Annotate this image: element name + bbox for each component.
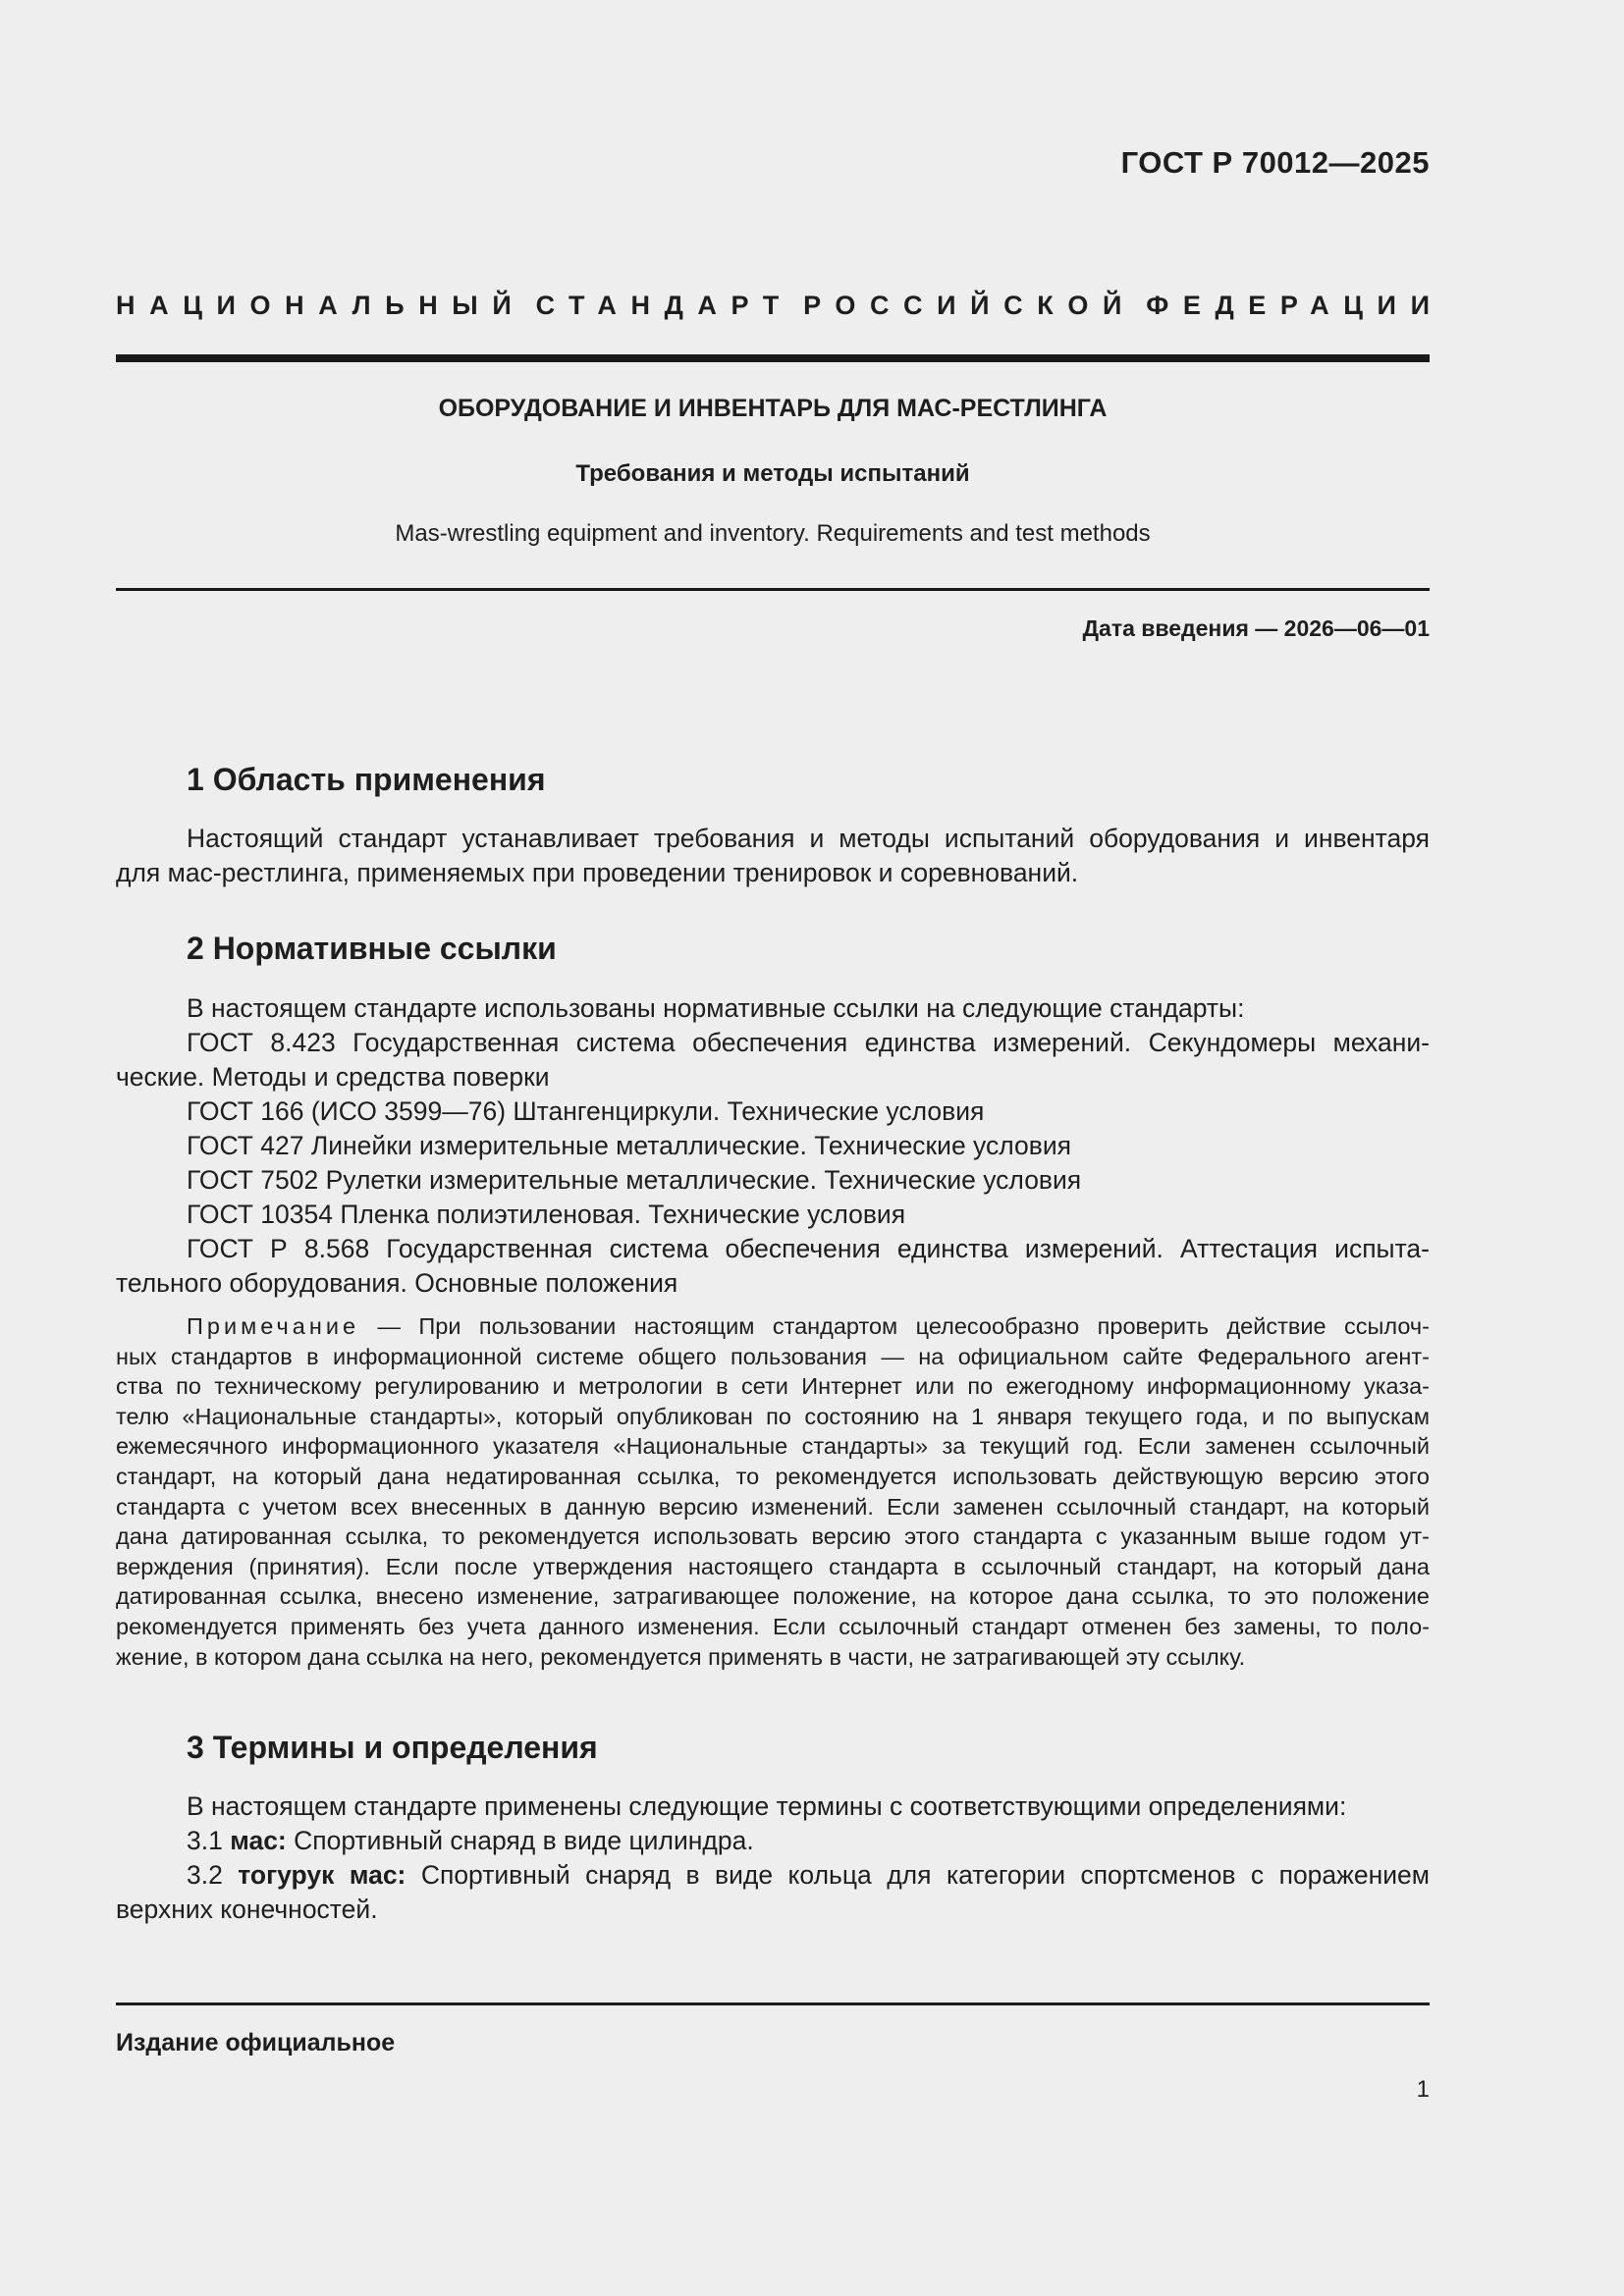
- term-definition: Спортивный снаряд в виде цилиндра.: [286, 1826, 754, 1855]
- note-line: датированная ссылка, внесено изменение, затрагивающее положение, на которое дана ссылка, то это положение: [116, 1583, 1430, 1610]
- reference-line: ГОСТ Р 8.568 Государственная система обеспечения единства измерений. Аттестация испыта-: [187, 1234, 1430, 1263]
- english-title: Mas-wrestling equipment and inventory. Requirements and test methods: [395, 520, 1151, 547]
- note-line: стандарт, на который дана недатированная ссылка, то рекомендуется использовать действующую версию этого: [116, 1463, 1430, 1489]
- document-code: ГОСТ Р 70012—2025: [1120, 145, 1430, 180]
- note-line: телю «Национальные стандарты», который опубликован по состоянию на 1 января текущего года, и по выпускам: [116, 1403, 1430, 1429]
- note-text: — При пользовании настоящим стандартом целесообразно проверить действие ссылоч-: [359, 1313, 1430, 1339]
- note-block: [116, 1311, 1430, 1672]
- section-2-text: [116, 991, 1430, 1301]
- note-line: жение, в котором дана ссылка на него, рекомендуется применять в части, не затрагивающей эту ссылку.: [116, 1643, 1246, 1670]
- note-line: дана датированная ссылка, то рекомендуется использовать версию этого стандарта с указанным выше годом ут-: [116, 1523, 1430, 1550]
- text-line: В настоящем стандарте использованы нормативные ссылки на следующие стандарты:: [187, 993, 1245, 1023]
- banner-word: РОССИЙСКОЙ: [803, 291, 1136, 320]
- reference-line: тельного оборудования. Основные положения: [116, 1268, 678, 1298]
- note-line: [116, 1311, 1430, 1342]
- note-line: верждения (принятия). Если после утверждения настоящего стандарта в ссылочный стандарт, на который дана: [116, 1553, 1430, 1579]
- note-line: рекомендуется применять без учета данного изменения. Если ссылочный стандарт отменен без замены, то поло-: [116, 1613, 1430, 1639]
- note-line: ежемесячного информационного указателя «Национальные стандарты» за текущий год. Если заменен ссылочный: [116, 1433, 1430, 1460]
- introduction-date: Дата введения — 2026—06—01: [1082, 615, 1430, 641]
- reference-line: ГОСТ 7502 Рулетки измерительные металлические. Технические условия: [187, 1165, 1082, 1195]
- document-page: [116, 0, 1444, 2296]
- note-line: стандарта с учетом всех внесенных в данную версию изменений. Если заменен ссылочный стандарт, на который: [116, 1493, 1430, 1520]
- section-3-heading: 3 Термины и определения: [187, 1730, 598, 1765]
- term-name: мас:: [230, 1826, 287, 1855]
- text-line: для мас-рестлинга, применяемых при проведении тренировок и соревнований.: [116, 858, 1079, 887]
- section-3-text: [116, 1789, 1430, 1927]
- note-line: ных стандартов в информационной системе общего пользования — на официальном сайте Федерального агент-: [116, 1343, 1430, 1369]
- banner-word: НАЦИОНАЛЬНЫЙ: [116, 291, 526, 320]
- reference-line: ГОСТ 427 Линейки измерительные металлические. Технические условия: [187, 1131, 1071, 1160]
- reference-line: ГОСТ 10354 Пленка полиэтиленовая. Технические условия: [187, 1200, 906, 1229]
- term-number: 3.2: [187, 1860, 239, 1890]
- section-1-text: [116, 822, 1430, 890]
- term-line: [116, 1824, 1430, 1858]
- banner-word: СТАНДАРТ: [535, 291, 793, 320]
- text-line: В настоящем стандарте применены следующие термины с соответствующими определениями:: [187, 1791, 1347, 1821]
- section-1-heading: 1 Область применения: [187, 762, 546, 797]
- text-line: верхних конечностей.: [116, 1895, 378, 1924]
- term-line: [116, 1858, 1430, 1893]
- term-number: 3.1: [187, 1826, 231, 1855]
- national-standard-banner: [116, 291, 1444, 321]
- term-name: тогурук мас:: [238, 1860, 406, 1890]
- term-definition: Спортивный снаряд в виде кольца для категории спортсменов с поражением: [406, 1860, 1431, 1890]
- document-subtitle: Требования и методы испытаний: [575, 460, 970, 487]
- banner-word: ФЕДЕРАЦИИ: [1146, 291, 1444, 320]
- reference-line: ГОСТ 8.423 Государственная система обеспечения единства измерений. Секундомеры механи-: [187, 1028, 1430, 1057]
- note-line: ства по техническому регулированию и метрологии в сети Интернет или по ежегодному информационному указа-: [116, 1373, 1430, 1400]
- edition-label: Издание официальное: [116, 2029, 396, 2056]
- section-2-heading: 2 Нормативные ссылки: [187, 931, 557, 966]
- title-rule: [116, 588, 1430, 591]
- footer-rule: [116, 2002, 1430, 2005]
- document-title: ОБОРУДОВАНИЕ И ИНВЕНТАРЬ ДЛЯ МАС-РЕСТЛИНГА: [438, 395, 1108, 422]
- reference-line: ческие. Методы и средства поверки: [116, 1062, 550, 1092]
- reference-line: ГОСТ 166 (ИСО 3599—76) Штангенциркули. Технические условия: [187, 1096, 985, 1126]
- header-rule: [116, 354, 1430, 362]
- note-label: Примечание: [187, 1313, 360, 1339]
- text-line: Настоящий стандарт устанавливает требования и методы испытаний оборудования и инвентаря: [187, 824, 1430, 853]
- page-number: 1: [1416, 2076, 1430, 2103]
